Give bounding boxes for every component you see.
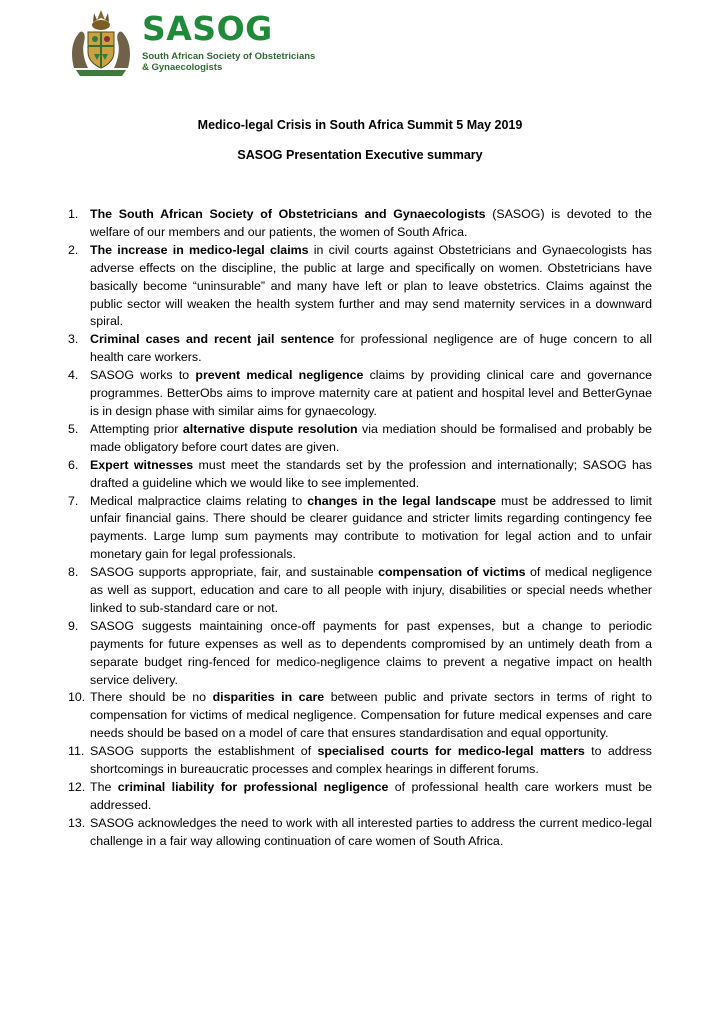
- summary-list: [68, 206, 652, 851]
- document-title: Medico-legal Crisis in South Africa Summit 5 May 2019: [197, 118, 523, 132]
- list-item: 4. SASOG works to prevent medical negligence claims by providing clinical care and governance programmes. BetterObs aims to improve maternity care at patient and hospital level and BetterGynae is in design phase with similar aims for gynaecology.: [68, 368, 653, 418]
- coat-of-arms-icon: [66, 8, 136, 78]
- list-item: 7. Medical malpractice claims relating to changes in the legal landscape must be addressed to limit unfair financial gains. There should be clearer guidance and stricter limits regarding contingency fee payments. Large lump sum payments may contribute to motivation for legal action and to unfair monetary gain for legal professionals.: [68, 493, 652, 562]
- sasog-logo: [66, 8, 326, 80]
- brand-subtitle: South African Society of Obstetricians & Gynaecologists: [142, 51, 316, 73]
- list-item: 9. SASOG suggests maintaining once-off payments for past expenses, but a change to periodic payments for future expenses as well as to dependents compromised by an untimely death from a separate budget ring-fenced for medico-negligence claims to prevent a negative impact on health service delivery.: [68, 618, 652, 687]
- list-item: 13. SASOG acknowledges the need to work with all interested parties to address the current medico-legal challenge in a fair way allowing continuation of care women of South Africa.: [68, 815, 652, 848]
- list-item: 6. Expert witnesses must meet the standards set by the profession and internationally; SASOG has drafted a guideline which we would like to see implemented.: [68, 457, 652, 490]
- list-item: 1. The South African Society of Obstetricians and Gynaecologists (SASOG) is devoted to the welfare of our members and our patients, the women of South Africa.: [68, 207, 652, 239]
- list-item: 2. The increase in medico-legal claims in civil courts against Obstetricians and Gynaecologists has adverse effects on the discipline, the public at large and specifically on women. Obstetricians have basically become “uninsurable” and many have left or plan to leave obstetrics. Claims against the public sector will weaken the health system further and may send maternity services in a downward spiral.: [68, 242, 652, 329]
- list-item: 12. The criminal liability for professional negligence of professional health care workers must be addressed.: [68, 780, 652, 812]
- list-item: 11. SASOG supports the establishment of specialised courts for medico-legal matters to address shortcomings in bureaucratic processes and complex hearings in different forums.: [68, 744, 652, 777]
- list-item: 10. There should be no disparities in care between public and private sectors in terms of right to compensation for victims of medical negligence. Compensation for future medical expenses and care needs should be based on a model of care that ensures standardisation and equal opportunity.: [68, 690, 653, 741]
- document-subtitle: SASOG Presentation Executive summary: [237, 148, 483, 162]
- brand-name: SASOG: [142, 9, 273, 48]
- list-item: 3. Criminal cases and recent jail sentence for professional negligence are of huge concern to all health care workers.: [68, 332, 652, 365]
- list-item: 8. SASOG supports appropriate, fair, and sustainable compensation of victims of medical negligence as well as support, education and care to all people with injury, disabilities or special needs whether linked to sub-standard care or not.: [68, 565, 652, 615]
- list-item: 5. Attempting prior alternative dispute resolution via mediation should be formalised and probably be made obligatory before court dates are given.: [68, 421, 652, 454]
